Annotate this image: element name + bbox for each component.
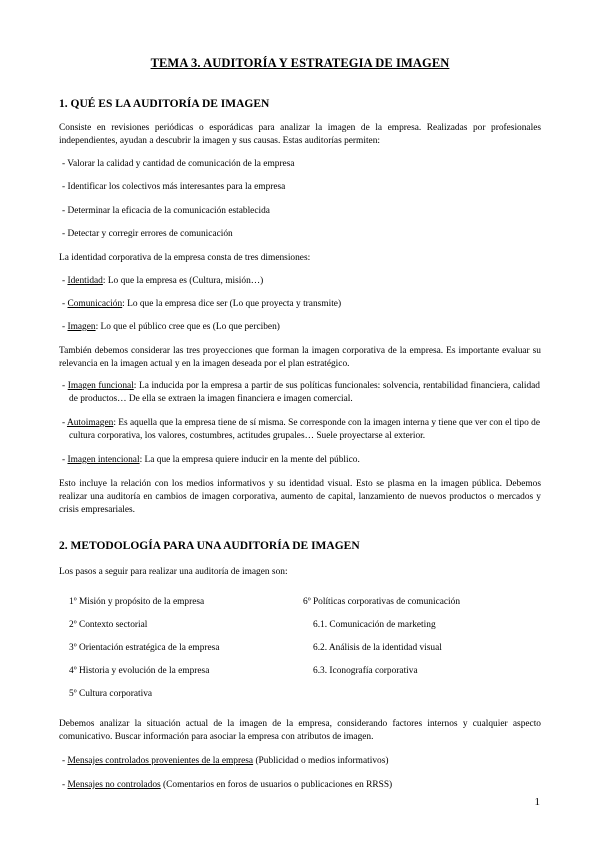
substep-item: 6.2. Análisis de la identidad visual	[313, 643, 442, 653]
dimension-text: : Lo que la empresa dice ser (Lo que proyecta y transmite)	[122, 299, 342, 309]
dimension-item: - Imagen: Lo que el público cree que es (Lo que perciben)	[62, 322, 280, 332]
step-item: 3º Orientación estratégica de la empresa	[69, 643, 220, 653]
projections-intro: También debemos considerar las tres proyecciones que forman la imagen corporativa de la empresa. Es importante evaluar su relevancia en la imagen actual y en la imagen deseada por el plan estratégico.	[59, 346, 541, 370]
projection-item: - Imagen funcional: La inducida por la empresa a partir de sus políticas funcionales: solvencia, rentabilidad financiera, calidad de productos… De ella se extraen la imagen financiera e imagen comercial.	[62, 381, 540, 405]
message-item: - Mensajes no controlados (Comentarios en foros de usuarios o publicaciones en RRSS)	[62, 780, 393, 790]
projection-text: : La que la empresa quiere inducir en la mente del público.	[139, 455, 360, 465]
projection-term: Autoimagen	[66, 418, 114, 428]
section2-intro: Los pasos a seguir para realizar una auditoría de imagen son:	[59, 567, 288, 577]
dimension-item: - Identidad: Lo que la empresa es (Cultura, misión…)	[62, 276, 264, 286]
substep-item: 6.1. Comunicación de marketing	[313, 620, 436, 630]
dimension-item: - Comunicación: Lo que la empresa dice ser (Lo que proyecta y transmite)	[62, 299, 342, 309]
projection-text: : Es aquella que la empresa tiene de sí misma. Se corresponde con la imagen interna y tiene que ver con el tipo de cultura corporativa, los valores, costumbres, actitudes grupales… Suele proyectarse al exterior.	[69, 418, 540, 442]
list-item: - Detectar y corregir errores de comunicación	[62, 229, 233, 239]
dimension-text: : Lo que la empresa es (Cultura, misión…)	[102, 276, 264, 286]
message-item: - Mensajes controlados provenientes de la empresa (Publicidad o medios informativos)	[62, 756, 389, 766]
step-item: 4º Historia y evolución de la empresa	[69, 666, 210, 676]
substep-item: 6.3. Iconografía corporativa	[313, 666, 418, 676]
message-term: Mensajes no controlados	[67, 780, 161, 790]
step-item: 6º Políticas corporativas de comunicación	[303, 597, 461, 607]
step-item: 2º Contexto sectorial	[69, 620, 148, 630]
projection-term: Imagen intencional	[67, 455, 140, 465]
dimension-term: Identidad	[67, 276, 103, 286]
section2-heading: 2. METODOLOGÍA PARA UNA AUDITORÍA DE IMAGEN	[59, 540, 360, 552]
list-item: - Determinar la eficacia de la comunicación establecida	[62, 206, 270, 216]
message-text: (Publicidad o medios informativos)	[253, 756, 389, 766]
dimensions-intro: La identidad corporativa de la empresa consta de tres dimensiones:	[59, 253, 311, 263]
projection-text: : La inducida por la empresa a partir de sus políticas funcionales: solvencia, rentabilidad financiera, calidad de productos… De ella se extraen la imagen financiera e imagen comercial.	[69, 381, 540, 405]
dimension-term: Comunicación	[67, 299, 123, 309]
step-item: 5º Cultura corporativa	[69, 689, 153, 699]
message-term: Mensajes controlados provenientes de la empresa	[67, 756, 254, 766]
projection-item: - Imagen intencional: La que la empresa quiere inducir en la mente del público.	[62, 455, 360, 465]
dimension-text: : Lo que el público cree que es (Lo que perciben)	[95, 322, 280, 332]
page-title: TEMA 3. AUDITORÍA Y ESTRATEGIA DE IMAGEN	[150, 56, 450, 70]
page-number: 1	[534, 796, 540, 808]
projection-term: Imagen funcional	[67, 381, 134, 391]
message-text: (Comentarios en foros de usuarios o publicaciones en RRSS)	[160, 780, 393, 790]
section1-closing: Esto incluye la relación con los medios informativos y su identidad visual. Esto se plasma en la imagen pública. Debemos realizar una auditoría en cambios de imagen corporativa, aumento de capital, lanzamiento de nuevos productos o mercados y crisis empresariales.	[59, 479, 541, 516]
projection-item: - Autoimagen: Es aquella que la empresa tiene de sí misma. Se corresponde con la imagen interna y tiene que ver con el tipo de cultura corporativa, los valores, costumbres, actitudes grupales… Suele proyectarse al exterior.	[62, 418, 540, 442]
section1-intro: Consiste en revisiones periódicas o esporádicas para analizar la imagen de la empresa. Realizadas por profesionales independientes, ayudan a descubrir la imagen y sus causas. Estas auditorías permiten:	[59, 123, 541, 147]
dimension-term: Imagen	[67, 322, 96, 332]
analysis-paragraph: Debemos analizar la situación actual de la imagen de la empresa, considerando factores internos y cualquier aspecto comunicativo. Buscar información para asociar la empresa con atributos de imagen.	[59, 719, 541, 743]
step-item: 1º Misión y propósito de la empresa	[69, 597, 205, 607]
list-item: - Valorar la calidad y cantidad de comunicación de la empresa	[62, 159, 295, 169]
list-item: - Identificar los colectivos más interesantes para la empresa	[62, 182, 286, 192]
section1-heading: 1. QUÉ ES LA AUDITORÍA DE IMAGEN	[59, 98, 270, 110]
